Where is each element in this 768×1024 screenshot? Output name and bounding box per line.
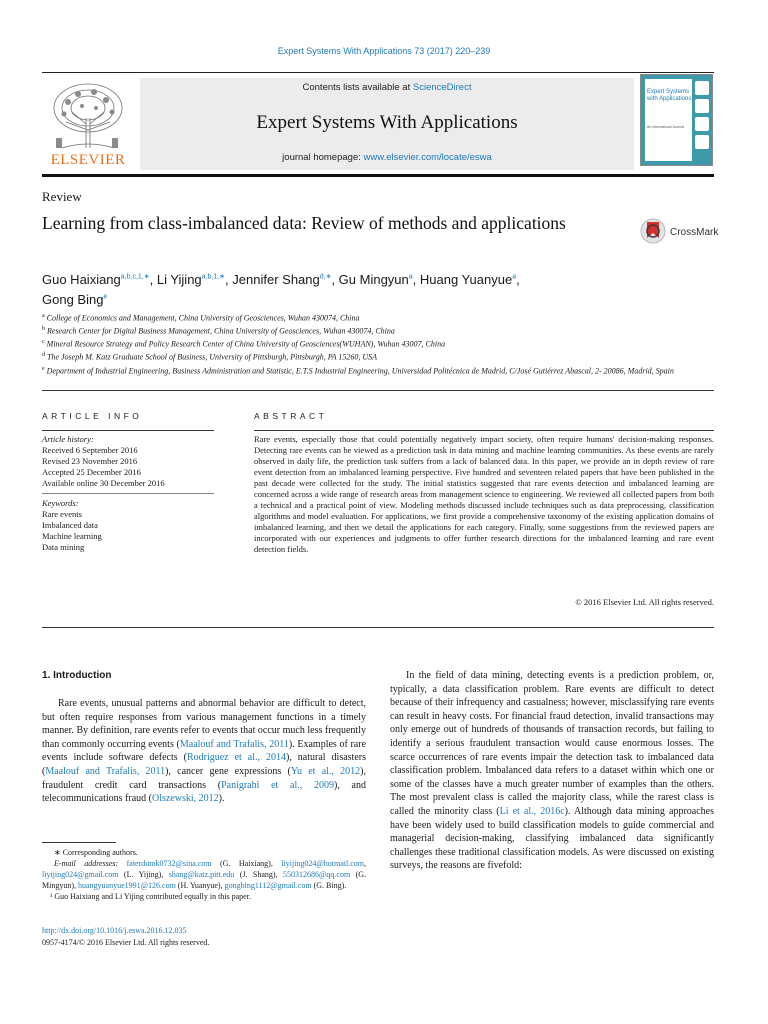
email-link[interactable]: 550312686@qq.com	[283, 870, 351, 879]
body-text: ), cancer gene expressions (	[165, 765, 291, 777]
email-owner: (J. Shang),	[239, 870, 278, 879]
crossmark-label[interactable]: CrossMark	[670, 227, 719, 238]
author-separator: ,	[225, 272, 233, 288]
citation-link[interactable]: Rodriguez et al., 2014	[186, 752, 286, 764]
affiliation-label: b	[42, 326, 45, 333]
equal-contribution-note: ¹ Guo Haixiang and Li Yijing contributed equally in this paper.	[50, 892, 251, 901]
history-revised: Revised 23 November 2016	[42, 456, 138, 466]
author-separator: ,	[149, 272, 157, 288]
affiliation-label: a	[42, 313, 45, 319]
email-link[interactable]: faterdumk0732@sina.com	[126, 859, 212, 868]
article-history	[42, 434, 214, 489]
history-label: Article history:	[42, 434, 94, 444]
section-divider	[42, 390, 714, 391]
email-link[interactable]: shang@katz.pitt.edu	[168, 870, 235, 879]
author-separator: ,	[412, 272, 420, 288]
article-title: Learning from class-imbalanced data: Review of methods and applications	[42, 213, 566, 233]
abstract-label: ABSTRACT	[254, 411, 328, 421]
author[interactable]	[232, 272, 338, 287]
body-text: ), fraudulent credit card transactions (	[42, 765, 367, 791]
author-name: Jennifer Shang	[232, 272, 320, 288]
cover-gear-icon	[695, 81, 709, 95]
journal-title: Expert Systems With Applications	[256, 112, 518, 133]
affiliation-text: Research Center for Digital Business Management, China University of Geosciences, Wuhan 430074, China	[47, 326, 395, 336]
intro-right-paragraph	[390, 669, 714, 873]
author-affiliation-marks[interactable]: d,∗	[319, 274, 332, 281]
affiliation-list	[42, 311, 682, 377]
email-owner: (G. Haixiang),	[219, 859, 273, 868]
email-link[interactable]: huangyuanyue1991@126.com	[78, 881, 176, 890]
author-name: Huang Yuanyue	[419, 272, 513, 288]
keyword: Rare events	[42, 509, 82, 519]
journal-homepage-line	[140, 152, 634, 163]
author-separator: ,	[331, 272, 339, 288]
body-text: ), and telecommunications fraud (	[42, 779, 366, 805]
citation-link[interactable]: Maalouf and Trafalis, 2011	[179, 738, 289, 750]
footnote-rule	[42, 842, 116, 843]
author-list	[42, 269, 642, 308]
author-affiliation-marks[interactable]: a,b,1,∗	[201, 274, 226, 281]
author[interactable]	[420, 272, 520, 287]
body-text: In the field of data mining, detecting events is a prediction problem, or, typically, a data classification problem. Rare events are difficult to detect because of their infrequency and casualness; however, misclassifying rare events can result in heavy costs. For financial fraud detection, invalid transactions may only emerge out of hundreds of thousands of transaction records, but failing to identify a serious fraudulent transaction would cause enormous losses. The scarce occurrences of rare events impair the detection task to imbalanced data classification problem. Imbalanced data refers to a dataset within which one or some of the classes have a much greater number of examples than the others. The most prevalent class is called the majority class, while the rarest class is called the minority class (	[390, 670, 714, 817]
abstract-copyright: © 2016 Elsevier Ltd. All rights reserved.	[575, 597, 714, 607]
history-accepted: Accepted 25 December 2016	[42, 467, 141, 477]
header-top-rule	[42, 72, 714, 73]
email-owner: ,	[364, 859, 367, 868]
intro-left-paragraph	[42, 697, 366, 806]
cover-subtitle: An International Journal	[647, 125, 684, 129]
author-name: Guo Haixiang	[42, 272, 121, 288]
body-text: ).	[218, 793, 225, 805]
crossmark-icon[interactable]	[640, 218, 666, 244]
body-text: Rare events, unusual patterns and abnormal behavior are difficult to detect, but often require responses from various management functions in a timely manner. By definition, rare events refer to events that occur much less frequently than commonly occurring events (	[42, 698, 366, 750]
cover-network-icon	[695, 117, 709, 131]
affiliation-text: College of Economics and Management, China University of Geosciences, Wuhan 430074, China	[46, 313, 360, 323]
affiliation-text: Department of Industrial Engineering, Business Administration and Statistic, E.T.S Industrial Engineering, Universidad Politécnica de Madrid, C/José Gutiérrez Abascal, 2- 20086, Madrid, Spain	[46, 366, 674, 376]
affiliation-text: Mineral Resource Strategy and Policy Research Center of China University of Geosciences(WUHAN), Wuhan 43007, China	[46, 339, 446, 349]
history-online: Available online 30 December 2016	[42, 478, 165, 488]
body-text: ). Although data mining approaches have been widely used to build classification models to guide commercial and managerial decision-making, classifying imbalanced data significantly challenges these traditional classification models. As were discussed on existing surveys, the reasons are fivefold:	[390, 805, 714, 872]
email-link[interactable]: liyijing024@gmail.com	[42, 870, 119, 879]
publisher-name: ELSEVIER	[50, 152, 126, 168]
citation-link[interactable]: Panigrahi et al., 2009	[221, 779, 334, 791]
corresponding-note: ∗ Corresponding authors.	[54, 848, 138, 857]
affiliation-label: d	[42, 352, 45, 359]
author-affiliation-marks[interactable]: e	[103, 293, 108, 301]
homepage-prefix: journal homepage:	[282, 152, 364, 163]
author-affiliation-marks[interactable]: a,b,c,1,∗	[120, 274, 150, 281]
contents-available-line	[140, 82, 634, 93]
citation-link[interactable]: Yu et al., 2012	[290, 765, 361, 777]
keywords	[42, 498, 214, 553]
article-type: Review	[42, 189, 82, 204]
cover-title: Expert Systems with Applications	[647, 89, 692, 102]
body-text: ), natural disasters (	[42, 752, 366, 777]
citation-link[interactable]: Maalouf and Trafalis, 2011	[45, 765, 166, 777]
article-info-label: ARTICLE INFO	[42, 411, 143, 421]
journal-homepage-link[interactable]: www.elsevier.com/locate/eswa	[363, 152, 492, 163]
author-name: Li Yijing	[156, 272, 202, 288]
author[interactable]	[42, 292, 107, 307]
author-affiliation-marks[interactable]: a	[512, 274, 517, 281]
article-info-rule	[42, 430, 214, 431]
author[interactable]	[157, 272, 232, 287]
affiliation	[42, 337, 682, 350]
sciencedirect-link[interactable]: ScienceDirect	[412, 82, 472, 93]
author-affiliation-marks[interactable]: a	[408, 274, 413, 281]
email-owner: (L. Yijing),	[123, 870, 164, 879]
contents-prefix: Contents lists available at	[302, 82, 413, 93]
affiliation	[42, 311, 682, 324]
header-bottom-rule	[42, 174, 714, 177]
author-name: Gong Bing	[42, 291, 104, 307]
introduction-heading: 1. Introduction	[42, 670, 112, 681]
cover-chart-icon	[695, 99, 709, 113]
affiliation-label: e	[42, 365, 45, 372]
email-label: E-mail addresses:	[54, 859, 119, 868]
keywords-label: Keywords:	[42, 498, 79, 508]
affiliation-label: c	[42, 339, 45, 346]
abstract-rule	[254, 430, 714, 431]
footnotes	[42, 847, 366, 902]
journal-cover-thumbnail	[640, 74, 713, 166]
history-received: Received 6 September 2016	[42, 445, 138, 455]
author[interactable]	[339, 272, 420, 287]
email-link[interactable]: liyijing024@hotmail.com	[281, 859, 365, 868]
email-owner: (G. Mingyun),	[42, 870, 367, 890]
author-separator: ,	[516, 272, 520, 288]
section-divider	[42, 627, 714, 628]
citation-link[interactable]: Li et al., 2016c	[499, 805, 565, 817]
affiliation-text: The Joseph M. Katz Graduate School of Business, University of Pittsburgh, Pittsburgh, PA 15260, USA	[47, 353, 377, 363]
email-owner: (H. Yuanyue),	[177, 881, 223, 890]
doi-link[interactable]: http://dx.doi.org/10.1016/j.eswa.2016.12.035	[42, 926, 187, 935]
author[interactable]	[42, 272, 157, 287]
keyword: Imbalanced data	[42, 520, 98, 530]
abstract-text: Rare events, especially those that could potentially negatively impact society, often require humans' decision-making responses. Detecting rare events can be viewed as a prediction task in data mining and machine learning communities. As these events are rarely observed in daily life, the prediction task suffers from a lack of balanced data. In this paper, we provide an in depth review of rare event detection from an imbalanced learning perspective. Five hundred and seventeen related papers that have been published in the past decade were collected for the study. The initial statistics suggested that rare events detection and imbalanced learning are concerned across a wide range of research areas from management science to engineering. We reviewed all collected papers from both a technical and a practical point of view. Modeling methods discussed include techniques such as data preprocessing, classification algorithms and model evaluation. For applications, we first provide a comprehensive taxonomy of the existing application domains of imbalanced learning, and then we detail the applications for each category. Finally, some suggestions from the reviewed papers are incorporated with our experiences and judgments to offer further research directions for the imbalanced learning and rare event detection fields.	[254, 434, 714, 554]
body-text: ). Examples of rare events include software defects (	[42, 738, 367, 764]
cover-grid-icon	[695, 135, 709, 149]
author-name: Gu Mingyun	[338, 272, 409, 288]
journal-reference[interactable]: Expert Systems With Applications 73 (2017) 220–239	[277, 46, 491, 56]
affiliation	[42, 324, 682, 337]
keyword: Data mining	[42, 542, 85, 552]
citation-link[interactable]: Olszewski, 2012	[151, 793, 219, 805]
email-link[interactable]: gongbing1112@gmail.com	[224, 881, 312, 890]
email-note	[42, 858, 366, 891]
affiliation	[42, 350, 682, 363]
keyword: Machine learning	[42, 531, 102, 541]
email-owner: (G. Bing).	[313, 881, 347, 890]
issn-line: 0957-4174/© 2016 Elsevier Ltd. All rights reserved.	[42, 938, 210, 947]
affiliation	[42, 364, 682, 377]
history-rule	[42, 493, 214, 494]
